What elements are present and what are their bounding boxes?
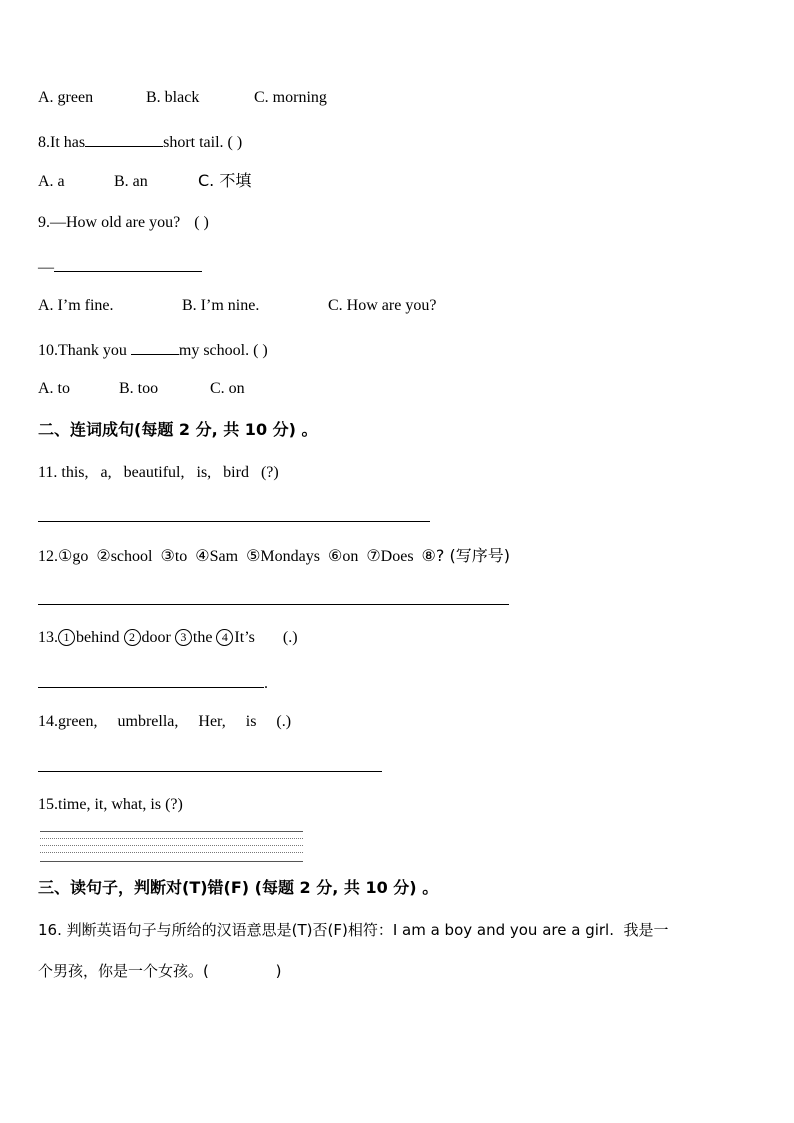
q9-answer-paren[interactable]: ( )	[194, 214, 209, 231]
q15-writing-line-1[interactable]	[40, 831, 303, 832]
q12-word-5	[246, 548, 320, 565]
q9-reply-line	[38, 255, 202, 278]
q15-writing-line-4[interactable]	[40, 852, 303, 853]
q13-word-3: the	[192, 629, 213, 646]
q15-question: 15.time, it, what, is (?)	[38, 796, 183, 813]
q12-word-1-text: go	[72, 548, 89, 565]
q11-answer-line[interactable]	[38, 521, 430, 522]
q12-word-6-num: ⑥	[327, 548, 343, 565]
q10-option-b: B. too	[119, 380, 159, 397]
q12-word-2-num: ②	[96, 548, 111, 565]
q13-answer-row	[38, 671, 268, 694]
q15-writing-line-2[interactable]	[40, 838, 303, 839]
q12-word-3-num: ③	[160, 548, 175, 565]
q7-options	[38, 88, 327, 108]
q12-word-5-text: Mondays	[260, 548, 320, 565]
q12-word-2-text: school	[110, 548, 153, 565]
q12-word-2	[96, 548, 152, 565]
q10-blank[interactable]	[131, 338, 179, 355]
q15-writing-line-3[interactable]	[40, 845, 303, 846]
q12-question	[38, 546, 510, 567]
q9-option-c: C. How are you?	[328, 297, 437, 314]
q12-word-1	[58, 548, 88, 565]
q12-word-7	[366, 548, 413, 565]
q9-reply-blank[interactable]	[54, 255, 202, 272]
section-3-title: 三、读句子，判断对(T)错(F) (每题 2 分, 共 10 分) 。	[38, 878, 439, 897]
q13-question	[38, 628, 298, 648]
q12-word-3-text: to	[174, 548, 188, 565]
q13-tail: (.)	[282, 629, 298, 646]
q12-word-1-num: ①	[58, 548, 73, 565]
q8-option-b: B. an	[114, 173, 148, 190]
q10-options	[38, 379, 245, 399]
q8-prefix: 8.It has	[38, 134, 86, 151]
q12-word-7-num: ⑦	[366, 548, 381, 565]
q15-writing-line-5[interactable]	[40, 861, 303, 862]
q8-blank[interactable]	[85, 130, 163, 147]
q13-word-4: It’s	[234, 629, 255, 646]
q12-word-3	[160, 548, 187, 565]
q9-option-a: A. I’m fine.	[38, 297, 114, 314]
q8-option-a: A. a	[38, 173, 65, 190]
q7-option-c: C. morning	[254, 89, 327, 106]
q9-options	[38, 296, 436, 316]
q13-word-2: door	[141, 629, 171, 646]
q12-word-7-text: Does	[380, 548, 414, 565]
q14-question: 14.green, umbrella, Her, is (.)	[38, 713, 292, 730]
q9-question	[38, 213, 209, 233]
q9-dash: —	[38, 259, 54, 276]
q10-option-a: A. to	[38, 380, 70, 397]
q8-question	[38, 130, 242, 153]
q9-text: 9.—How old are you?	[38, 214, 181, 231]
q12-word-4-text: Sam	[209, 548, 239, 565]
q10-option-c: C. on	[210, 380, 245, 397]
q10-answer-paren[interactable]: ( )	[253, 342, 268, 359]
q7-option-a: A. green	[38, 89, 94, 106]
q12-word-5-num: ⑤	[246, 548, 261, 565]
q10-suffix: my school.	[178, 342, 250, 359]
q8-option-c: C. 不填	[198, 171, 252, 190]
section-2-title: 二、连词成句(每题 2 分, 共 10 分) 。	[38, 420, 318, 439]
q13-circle-4: 4	[216, 629, 233, 646]
q12-number: 12.	[38, 548, 58, 565]
q11-question: 11. this, a, beautiful, is, bird (?)	[38, 464, 279, 481]
q13-word-1: behind	[76, 629, 120, 646]
q8-suffix: short tail.	[163, 134, 224, 151]
q13-circle-2: 2	[124, 629, 141, 646]
q12-word-6	[328, 548, 358, 565]
q16-line-2: 个男孩，你是一个女孩。( )	[38, 962, 282, 980]
q12-word-8-num: ⑧	[421, 548, 436, 565]
q12-tail: ? (写序号)	[435, 546, 510, 565]
q13-circle-1: 1	[58, 629, 75, 646]
q10-prefix: 10.Thank you	[38, 342, 127, 359]
q13-number: 13.	[38, 629, 58, 646]
q12-answer-line[interactable]	[38, 604, 509, 605]
q13-answer-blank[interactable]	[38, 671, 264, 688]
q8-answer-paren[interactable]: ( )	[227, 134, 243, 151]
q14-answer-line[interactable]	[38, 771, 382, 772]
q7-option-b: B. black	[146, 89, 200, 106]
q12-word-4-num: ④	[195, 548, 210, 565]
q13-circle-3: 3	[175, 629, 192, 646]
q13-answer-period: .	[264, 675, 268, 692]
q8-options	[38, 171, 251, 192]
q9-option-b: B. I’m nine.	[182, 297, 260, 314]
q12-word-4	[195, 548, 238, 565]
q16-line-1: 16. 判断英语句子与所给的汉语意思是(T)否(F)相符：I am a boy and you are a girl. 我是一	[38, 921, 669, 939]
q10-question	[38, 338, 268, 361]
q12-word-6-text: on	[342, 548, 359, 565]
